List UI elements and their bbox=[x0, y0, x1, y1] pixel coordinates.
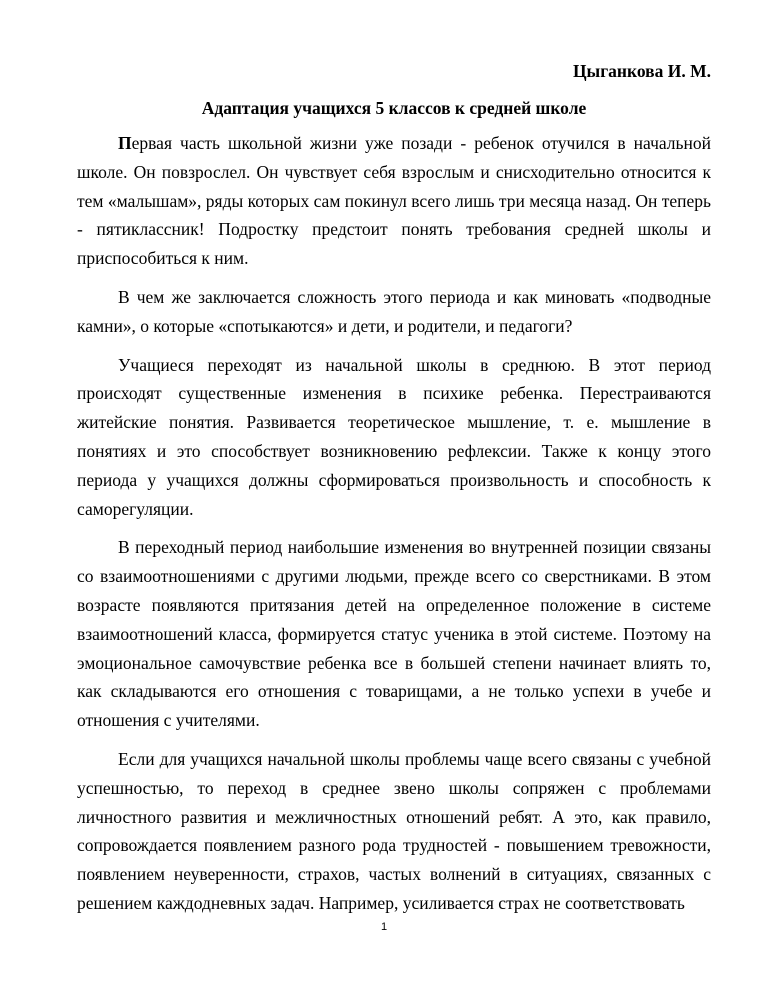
drop-letter: П bbox=[118, 133, 132, 153]
paragraph-text: ервая часть школьной жизни уже позади - ребенок отучился в начальной школе. Он повзрослел. Он чувствует себя взрослым и снисходительно относится к тем «малышам», ряды которых сам покинул всего лишь три месяца назад. Он теперь - пятиклассник! Подростку предстоит понять требования средней школы и приспособиться к ним. bbox=[77, 133, 711, 269]
paragraph-2 bbox=[77, 283, 711, 341]
document-page bbox=[77, 58, 711, 928]
paragraph-3 bbox=[77, 351, 711, 524]
paragraph-text: Учащиеся переходят из начальной школы в среднюю. В этот период происходят существенные изменения в психике ребенка. Перестраиваются житейские понятия. Развивается теоретическое мышление, т. е. мышление в понятиях и это способствует возникновению рефлексии. Также к концу этого периода у учащихся должны сформироваться произвольность и способность к саморегуляции. bbox=[77, 354, 711, 519]
paragraph-4 bbox=[77, 533, 711, 735]
paragraph-text: Если для учащихся начальной школы проблемы чаще всего связаны с учебной успешностью, то переход в среднее звено школы сопряжен с проблемами личностного развития и межличностных отношений ребят. А это, как правило, сопровождается появлением разного рода трудностей - повышением тревожности, появлением неуверенности, страхов, частых волнений в ситуациях, связанных с решением каждодневных задач. Например, усиливается страх не соответствовать bbox=[77, 748, 711, 913]
page-number: 1 bbox=[380, 921, 388, 933]
paragraph-5 bbox=[77, 745, 711, 918]
paragraph-text: В чем же заключается сложность этого периода и как миновать «подводные камни», о которые «спотыкаются» и дети, и родители, и педагоги? bbox=[77, 286, 711, 336]
author-name: Цыганкова И. М. bbox=[572, 61, 711, 81]
document-title: Адаптация учащихся 5 классов к средней школе bbox=[201, 98, 587, 118]
paragraph-1 bbox=[77, 129, 711, 273]
paragraph-text: В переходный период наибольшие изменения во внутренней позиции связаны со взаимоотношениями с другими людьми, прежде всего со сверстниками. В этом возрасте появляются притязания детей на определенное положение в системе взаимоотношений класса, формируется статус ученика в этой системе. Поэтому на эмоциональное самочувствие ребенка все в большей степени начинает влиять то, как складываются его отношения с товарищами, а не только успехи в учебе и отношения с учителями. bbox=[77, 537, 711, 731]
